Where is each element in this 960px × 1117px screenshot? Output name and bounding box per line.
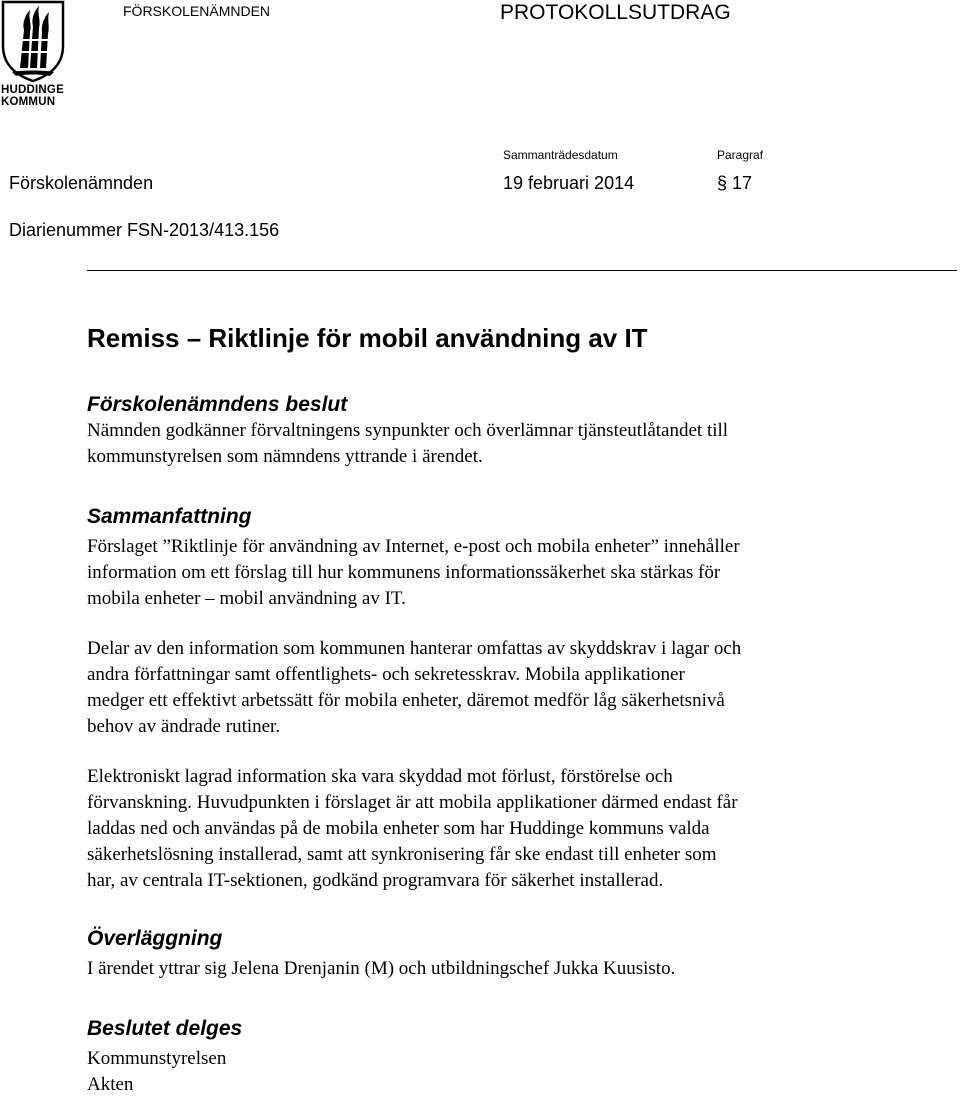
huddinge-logo bbox=[0, 0, 66, 110]
section-summary bbox=[87, 504, 957, 894]
document-body bbox=[87, 320, 957, 1098]
page-title: Remiss – Riktlinje för mobil användning av IT bbox=[87, 323, 648, 353]
meeting-date-label: Sammanträdesdatum bbox=[503, 148, 618, 162]
paragraph: Delar av den information som kommunen hanterar omfattas av skyddskrav i lagar och andra författningar samt offentlighets- och sekretesskrav. Mobila applikationer medger ett effektivt arbetssätt för mobila enheter, däremot medför låg säkerhetsnivå behov av ändrade rutiner. bbox=[87, 638, 742, 737]
document-type: PROTOKOLLSUTDRAG bbox=[500, 1, 731, 24]
meeting-date: 19 februari 2014 bbox=[503, 173, 635, 193]
distribution-list: Kommunstyrelsen Akten bbox=[87, 1048, 227, 1095]
section-deliberation bbox=[87, 926, 957, 982]
section-heading: Överläggning bbox=[87, 927, 223, 950]
section-decision bbox=[87, 392, 957, 470]
paragraph-number: § 17 bbox=[717, 173, 753, 193]
logo-text-line-2: KOMMUN bbox=[1, 96, 56, 108]
paragraph-label: Paragraf bbox=[717, 148, 764, 162]
header-divider bbox=[87, 270, 957, 271]
committee-header: FÖRSKOLENÄMNDEN bbox=[123, 3, 271, 19]
section-heading: Beslutet delges bbox=[87, 1017, 243, 1040]
paragraph: Förslaget ”Riktlinje för användning av Internet, e-post och mobila enheter” innehåller information om ett förslag till hur kommunens informationssäkerhet ska stärkas för mobila enheter – mobil användning av IT. bbox=[87, 536, 740, 609]
section-distribution bbox=[87, 1016, 957, 1098]
paragraph: Nämnden godkänner förvaltningens synpunkter och överlämnar tjänsteutlåtandet till kommunstyrelsen som nämndens yttrande i ärendet. bbox=[87, 420, 729, 467]
section-heading: Sammanfattning bbox=[87, 505, 252, 528]
diary-number: Diarienummer FSN-2013/413.156 bbox=[9, 220, 280, 240]
paragraph: I ärendet yttrar sig Jelena Drenjanin (M) och utbildningschef Jukka Kuusisto. bbox=[87, 958, 676, 979]
committee-name: Förskolenämnden bbox=[9, 173, 154, 193]
logo-text-line-1: HUDDINGE bbox=[1, 84, 64, 96]
section-heading: Förskolenämndens beslut bbox=[87, 393, 348, 416]
coat-of-arms-icon bbox=[0, 0, 66, 82]
paragraph: Elektroniskt lagrad information ska vara skyddad mot förlust, förstörelse och förvanskning. Huvudpunkten i förslaget är att mobila applikationer därmed endast får laddas ned och användas på de mobila enheter som har Huddinge kommuns valda säkerhetslösning installerad, samt att synkronisering får ske endast till enheter som har, av centrala IT-sektionen, godkänd programvara för säkerhet installerad. bbox=[87, 766, 738, 891]
